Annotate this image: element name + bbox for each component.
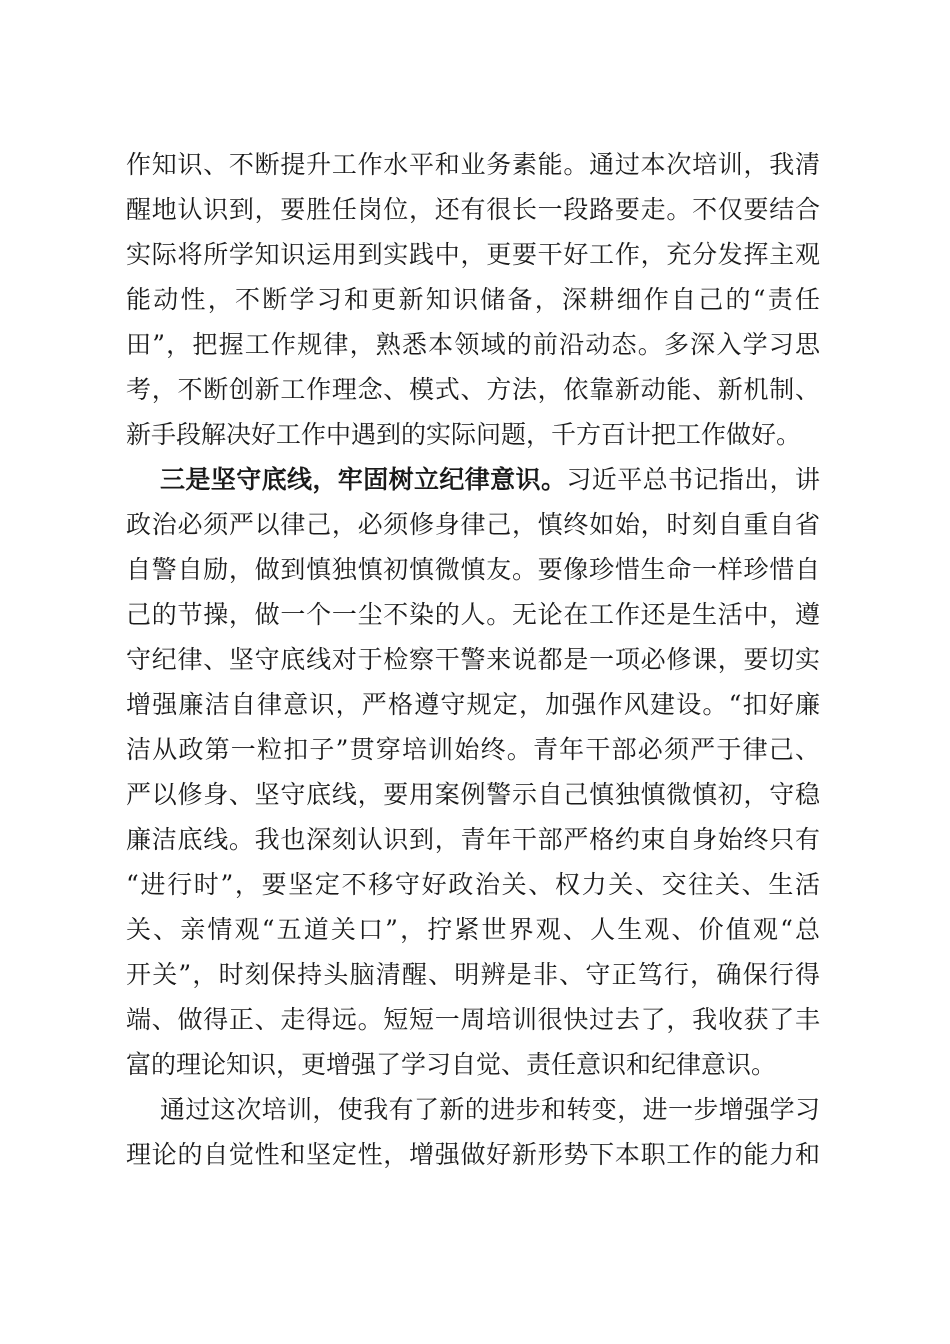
paragraph-line: 自警自励，做到慎独慎初慎微慎友。要像珍惜生命一样珍惜自 (126, 555, 820, 584)
paragraph-line: 实际将所学知识运用到实践中，更要干好工作，充分发挥主观 (126, 240, 820, 269)
heading-followup-text: 习近平总书记指出，讲 (566, 465, 820, 494)
paragraph-first-line (160, 463, 820, 497)
paragraph-line: 富的理论知识，更增强了学习自觉、责任意识和纪律意识。 (126, 1050, 777, 1079)
paragraph-line: 作知识、不断提升工作水平和业务素能。通过本次培训，我清 (126, 150, 820, 179)
paragraph-line: 新手段解决好工作中遇到的实际问题，千方百计把工作做好。 (126, 420, 802, 449)
paragraph-line: 洁从政第一粒扣子”贯穿培训始终。青年干部必须严于律己、 (126, 735, 820, 764)
paragraph-line: 考，不断创新工作理念、模式、方法，依靠新动能、新机制、 (126, 375, 820, 404)
paragraph-line: 关、亲情观“五道关口”，拧紧世界观、人生观、价值观“总 (126, 915, 820, 944)
paragraph-line: 能动性，不断学习和更新知识储备，深耕细作自己的“责任 (126, 285, 820, 314)
section-heading: 三是坚守底线，牢固树立纪律意识。 (160, 465, 567, 494)
paragraph-line: 理论的自觉性和坚定性，增强做好新形势下本职工作的能力和 (126, 1140, 820, 1169)
paragraph-line: 端、做得正、走得远。短短一周培训很快过去了，我收获了丰 (126, 1005, 820, 1034)
paragraph-line: 严以修身、坚守底线，要用案例警示自己慎独慎微慎初，守稳 (126, 780, 820, 809)
paragraph-line: “进行时”，要坚定不移守好政治关、权力关、交往关、生活 (126, 870, 820, 899)
paragraph-line: 田”，把握工作规律，熟悉本领域的前沿动态。多深入学习思 (126, 330, 820, 359)
paragraph-line: 醒地认识到，要胜任岗位，还有很长一段路要走。不仅要结合 (126, 195, 820, 224)
paragraph-line: 廉洁底线。我也深刻认识到，青年干部严格约束自身始终只有 (126, 825, 820, 854)
paragraph-line: 己的节操，做一个一尘不染的人。无论在工作还是生活中，遵 (126, 600, 820, 629)
paragraph-first-line: 通过这次培训，使我有了新的进步和转变，进一步增强学习 (160, 1095, 820, 1124)
paragraph-line: 开关”，时刻保持头脑清醒、明辨是非、守正笃行，确保行得 (126, 960, 820, 989)
paragraph-line: 增强廉洁自律意识，严格遵守规定，加强作风建设。“扣好廉 (126, 690, 820, 719)
paragraph-line: 政治必须严以律己，必须修身律己，慎终如始，时刻自重自省 (126, 510, 820, 539)
paragraph-line: 守纪律、坚守底线对于检察干警来说都是一项必修课，要切实 (126, 645, 820, 674)
